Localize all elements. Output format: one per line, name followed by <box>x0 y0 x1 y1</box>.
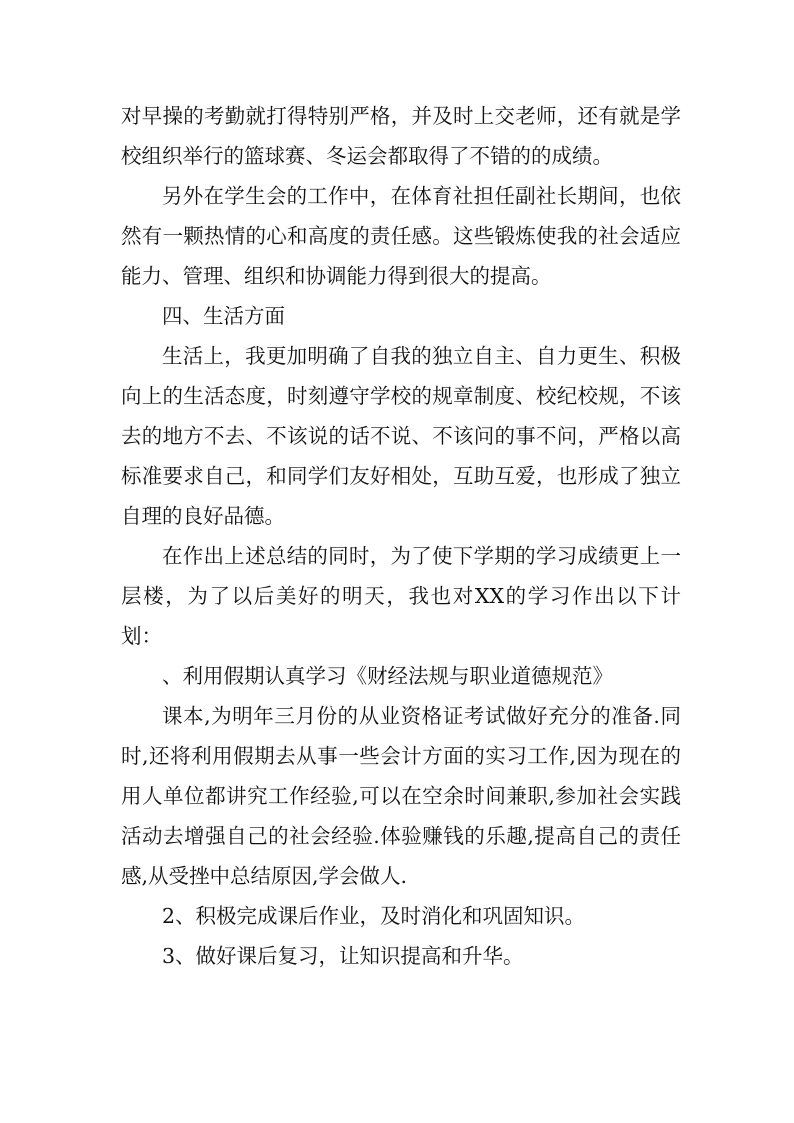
plan-item-1-title: 、利用假期认真学习《财经法规与职业道德规范》 <box>162 664 613 688</box>
paragraph-plan-intro: 在作出上述总结的同时，为了使下学期的学习成绩更上一层楼，为了以后美好的明天，我也对XX的学习作出以下计划： <box>121 544 681 648</box>
document-body <box>121 96 681 976</box>
plan-item-3: 3、做好课后复习，让知识提高和升华。 <box>162 944 524 968</box>
paragraph-life: 生活上，我更加明确了自我的独立自主、自力更生、积极向上的生活态度，时刻遵守学校的规章制度、校纪校规，不该去的地方不去、不该说的话不说、不该问的事不问，严格以高标准要求自己，和同学们友好相处，互助互爱，也形成了独立自理的良好品德。 <box>121 344 681 528</box>
plan-item-2: 2、积极完成课后作业，及时消化和巩固知识。 <box>162 904 586 928</box>
section-heading-life: 四、生活方面 <box>162 304 285 328</box>
paragraph-student-union: 另外在学生会的工作中，在体育社担任副社长期间，也依然有一颗热情的心和高度的责任感。这些锻炼使我的社会适应能力、管理、组织和协调能力得到很大的提高。 <box>121 184 681 288</box>
paragraph-attendance: 对早操的考勤就打得特别严格，并及时上交老师，还有就是学校组织举行的篮球赛、冬运会都取得了不错的的成绩。 <box>121 104 681 168</box>
plan-item-1-detail: 课本,为明年三月份的从业资格证考试做好充分的准备.同时,还将利用假期去从事一些会计方面的实习工作,因为现在的用人单位都讲究工作经验,可以在空余时间兼职,参加社会实践活动去增强自己的社会经验.体验赚钱的乐趣,提高自己的责任感,从受挫中总结原因,学会做人. <box>121 704 681 888</box>
